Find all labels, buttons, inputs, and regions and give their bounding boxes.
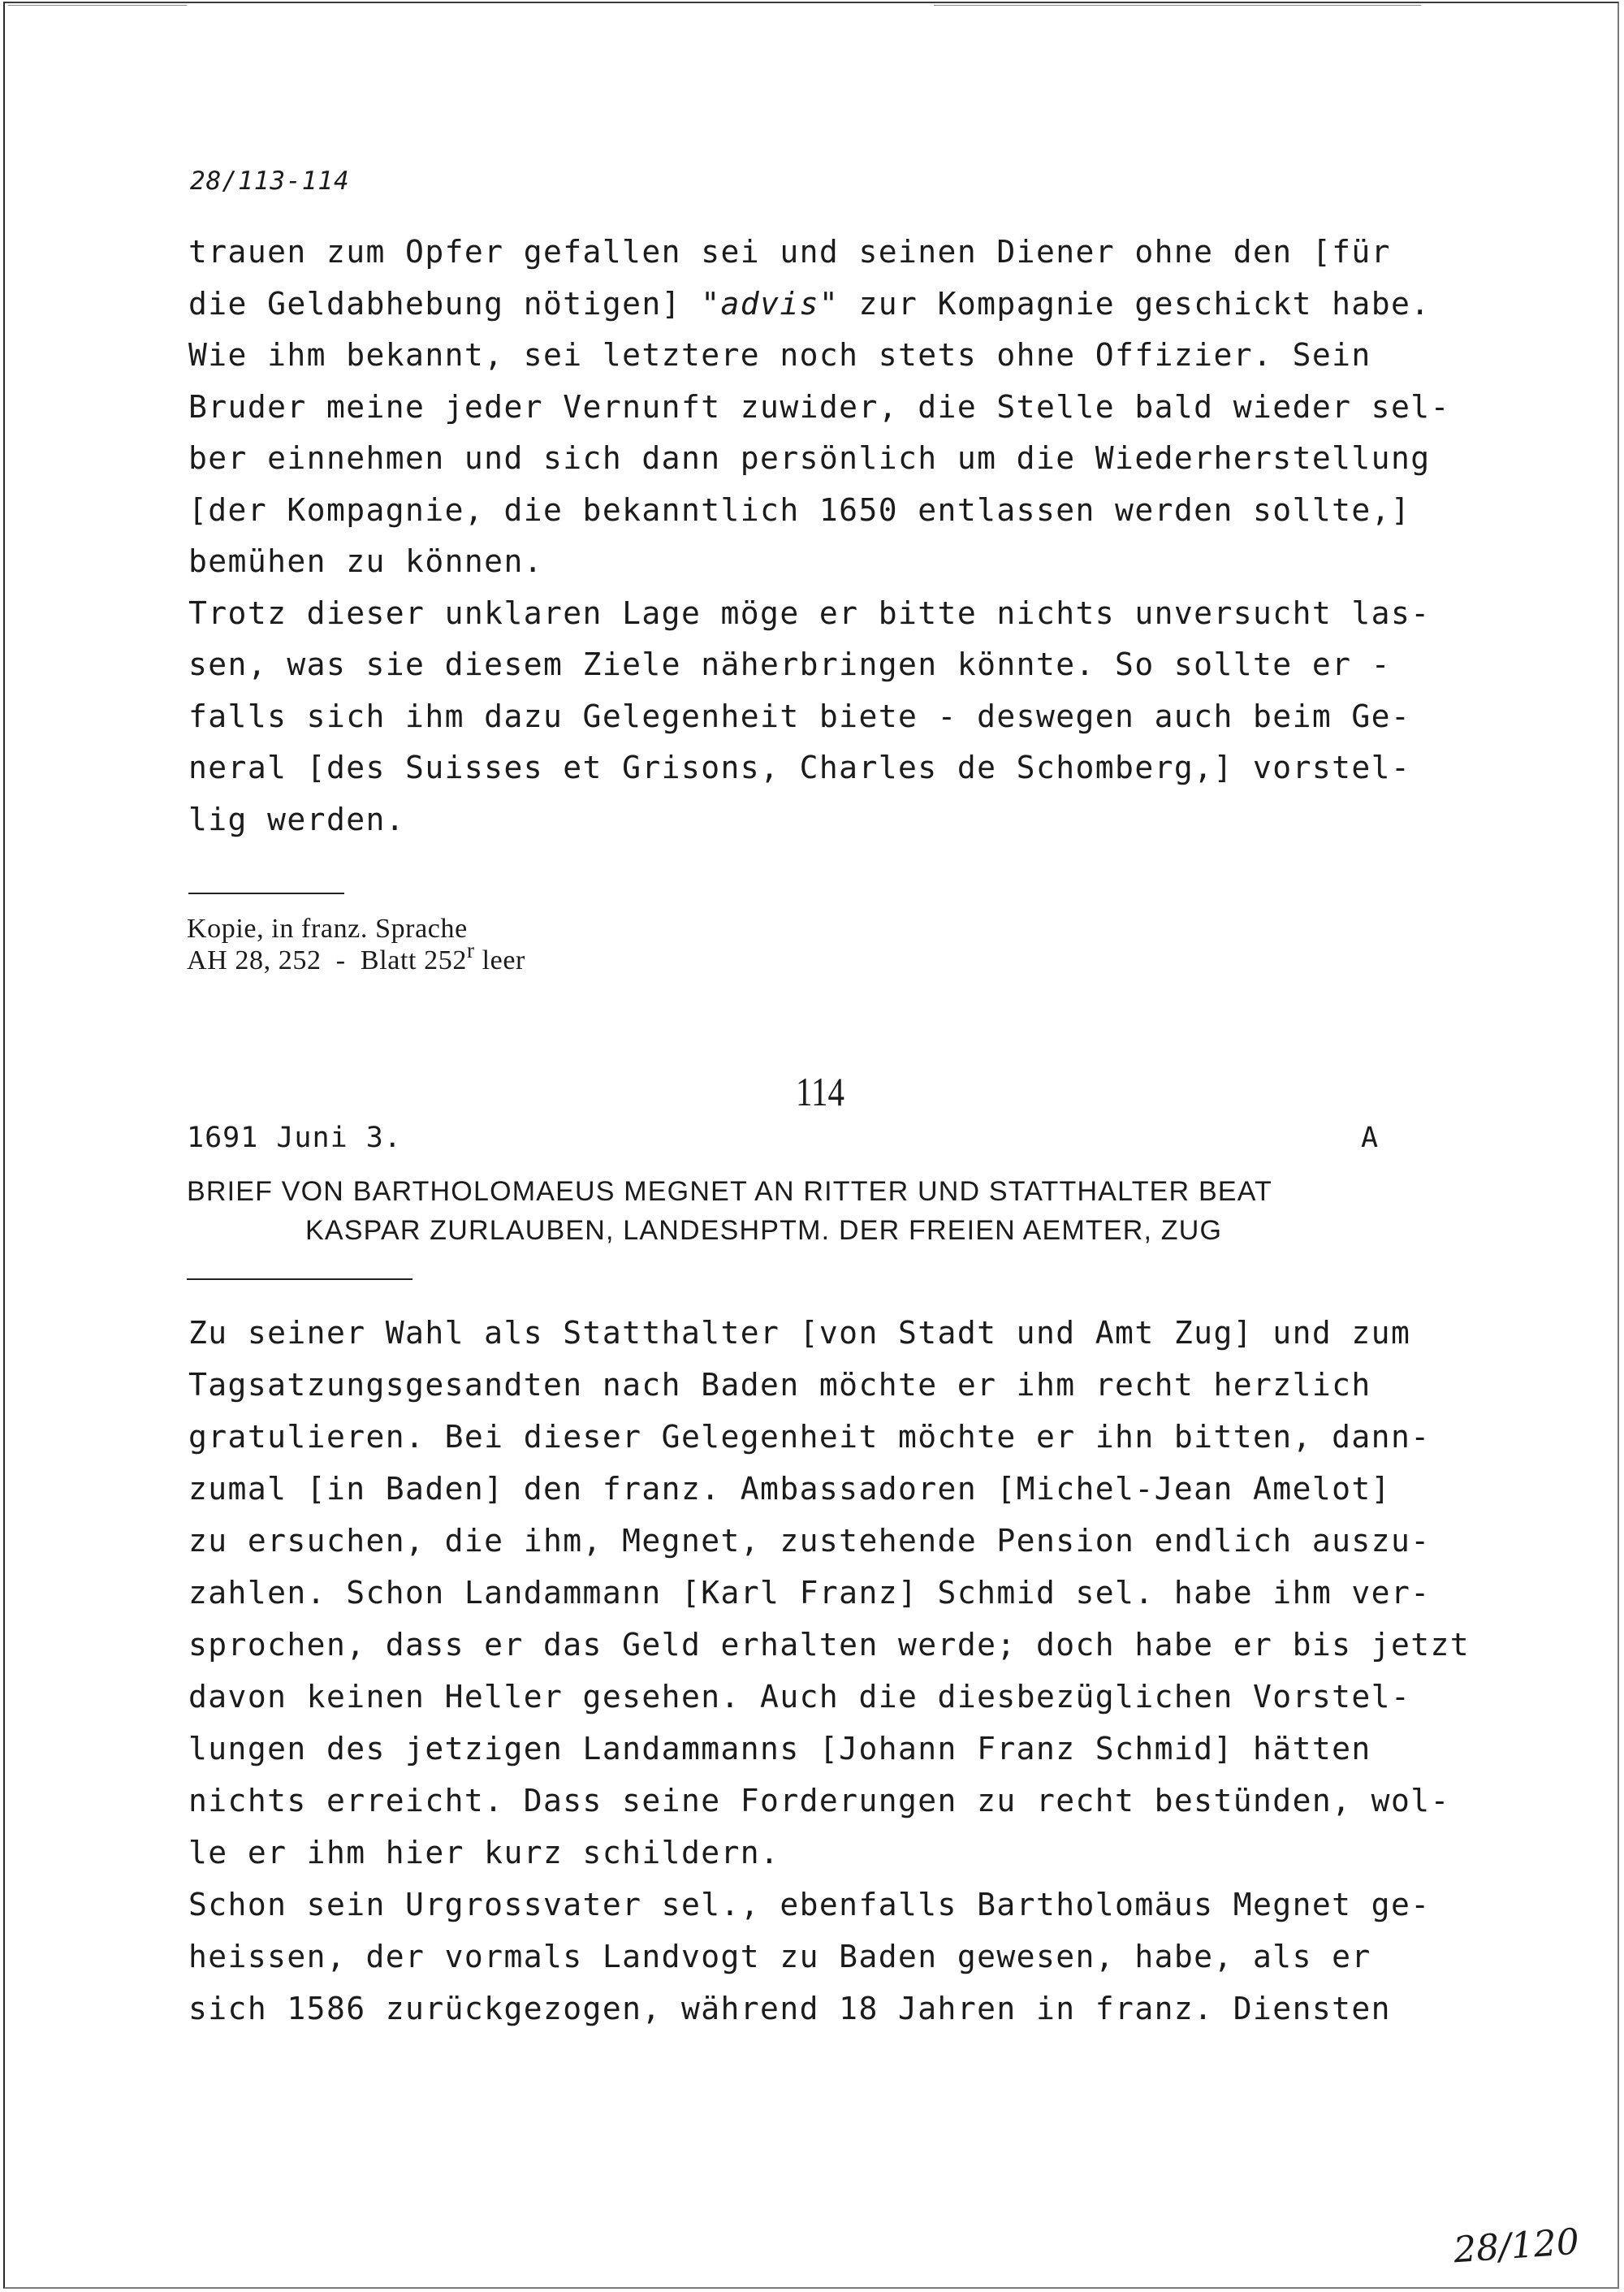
text-line: zahlen. Schon Landammann [Karl Franz] Schmid sel. habe ihm ver- <box>188 1575 1431 1611</box>
source-note <box>187 913 525 976</box>
text-line: Zu seiner Wahl als Statthalter [von Stadt und Amt Zug] und zum <box>188 1315 1411 1351</box>
continuation-text <box>188 227 1450 845</box>
source-archive: AH 28, 252 - Blatt 252 <box>187 945 467 975</box>
heading-line: KASPAR ZURLAUBEN, LANDESHPTM. DER FREIEN AEMTER, ZUG <box>305 1215 1223 1246</box>
document-number: 114 <box>796 1069 844 1114</box>
text-line: zu ersuchen, die ihm, Megnet, zustehende Pension endlich auszu- <box>188 1523 1431 1559</box>
text-line: neral [des Suisses et Grisons, Charles de Schomberg,] vorstel- <box>188 750 1411 785</box>
document-marker: A <box>1361 1122 1379 1154</box>
document-body <box>188 1307 1470 2035</box>
handwritten-page-stamp: 28/120 <box>1452 2221 1581 2272</box>
text-line: gratulieren. Bei dieser Gelegenheit möchte er ihn bitten, dann- <box>188 1419 1431 1455</box>
scan-speck <box>8 5 187 6</box>
text-line: falls sich ihm dazu Gelegenheit biete - deswegen auch beim Ge- <box>188 698 1411 734</box>
text-line: le er ihm hier kurz schildern. <box>188 1835 780 1870</box>
text-line: sich 1586 zurückgezogen, während 18 Jahren in franz. Diensten <box>188 1991 1391 2026</box>
text-line: sen, was sie diesem Ziele näherbringen könnte. So sollte er - <box>188 647 1391 682</box>
document-date: 1691 Juni 3. <box>187 1122 402 1154</box>
text-line: Wie ihm bekannt, sei letztere noch stets ohne Offizier. Sein <box>188 337 1371 373</box>
heading-line: BRIEF VON BARTHOLOMAEUS MEGNET AN RITTER UND STATTHALTER BEAT <box>187 1176 1273 1207</box>
recto-superscript: r <box>466 938 475 962</box>
text-line: Bruder meine jeder Vernunft zuwider, die Stelle bald wieder sel- <box>188 388 1450 425</box>
scan-speck <box>934 5 1421 6</box>
text-line: davon keinen Heller gesehen. Auch die diesbezüglichen Vorstel- <box>188 1679 1411 1715</box>
text-line: sprochen, dass er das Geld erhalten werde; doch habe er bis jetzt <box>188 1627 1471 1663</box>
text-line: heissen, der vormals Landvogt zu Baden gewesen, habe, als er <box>188 1939 1371 1974</box>
text-line: [der Kompagnie, die bekanntlich 1650 entlassen werden sollte,] <box>188 491 1411 528</box>
source-blank-note: leer <box>474 945 525 975</box>
text-line: ber einnehmen und sich dann persönlich um die Wiederherstellung <box>188 440 1431 476</box>
source-line <box>187 938 525 976</box>
text-line: Schon sein Urgrossvater sel., ebenfalls Bartholomäus Megnet ge- <box>188 1887 1431 1922</box>
footnote-divider <box>188 893 344 894</box>
text-line: lungen des jetzigen Landammanns [Johann Franz Schmid] hätten <box>188 1731 1371 1767</box>
text-line: Trotz dieser unklaren Lage möge er bitte nichts unversucht las- <box>188 595 1431 631</box>
text-line: lig werden. <box>188 801 406 837</box>
italic-term: "advis" <box>701 285 840 322</box>
text-line: bemühen zu können. <box>188 543 544 579</box>
text-line: trauen zum Opfer gefallen sei und seinen Diener ohne den [für <box>188 234 1391 270</box>
text-line: Tagsatzungsgesandten nach Baden möchte er ihm recht herzlich <box>188 1367 1371 1403</box>
page-reference: 28/113-114 <box>190 166 350 196</box>
source-line: Kopie, in franz. Sprache <box>187 914 468 944</box>
document-heading <box>187 1172 1272 1250</box>
text-line: nichts erreicht. Dass seine Forderungen zu recht bestünden, wol- <box>188 1783 1450 1818</box>
text-line: zumal [in Baden] den franz. Ambassadoren [Michel-Jean Amelot] <box>188 1471 1391 1507</box>
heading-divider <box>187 1278 412 1280</box>
text-line: die Geldabhebung nötigen] "advis" zur Kompagnie geschickt habe. <box>188 285 1431 322</box>
